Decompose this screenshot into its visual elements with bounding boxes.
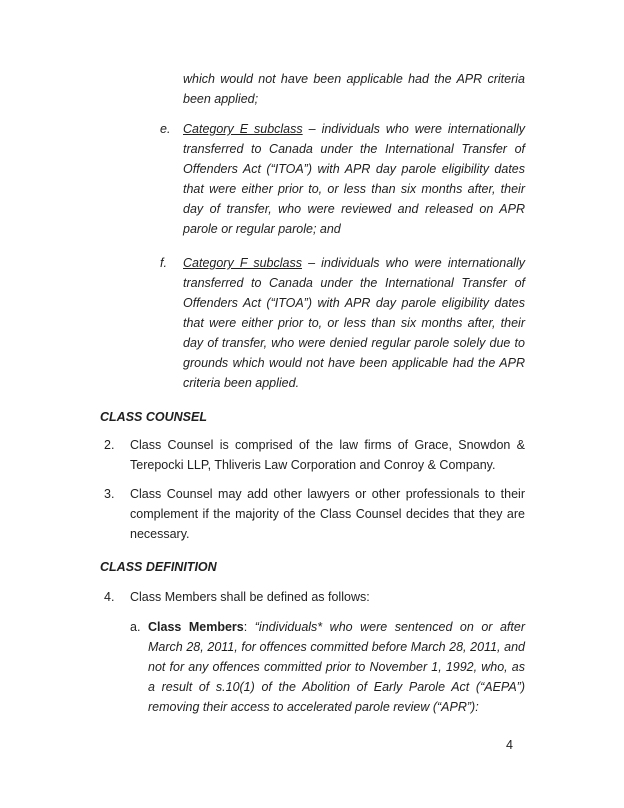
subclass-separator-f: – — [308, 256, 316, 270]
list-marker-a: a. — [130, 620, 141, 634]
list-marker-3: 3. — [104, 487, 115, 501]
section-heading-class-counsel: CLASS COUNSEL — [100, 410, 207, 424]
numbered-text-2: Class Counsel is comprised of the law firms of Grace, Snowdon & Terepocki LLP, Thliveris Law Corporation and Conroy & Company. — [130, 438, 525, 472]
subclass-item-f — [160, 253, 525, 393]
numbered-item-4 — [104, 587, 525, 607]
list-marker-f: f. — [160, 256, 167, 270]
numbered-text-3: Class Counsel may add other lawyers or other professionals to their complement if the majority of the Class Counsel decides that they are necessary. — [130, 487, 525, 541]
definition-body: “individuals* who were sentenced on or after March 28, 2011, for offences committed before March 28, 2011, and not for any offences committed prior to November 1, 1992, who, as a result of s.10(1) of the Abolition of Early Parole Act (“AEPA”) removing their access to accelerated parole review (“APR”): — [148, 620, 525, 714]
subclass-body-e: individuals who were internationally transferred to Canada under the International Transfer of Offenders Act (“ITOA”) with APR day parole eligibility dates that were either prior to, or less than six months after, their day of transfer, who were reviewed and released on APR parole or regular parole; and — [183, 122, 525, 236]
numbered-item-2 — [104, 435, 525, 475]
subclass-item-e — [160, 119, 525, 239]
definition-item-a — [130, 617, 525, 717]
definition-text-a — [130, 617, 525, 717]
paragraph-continuation: which would not have been applicable had the APR criteria been applied; — [183, 72, 525, 106]
definition-label: Class Members — [148, 620, 244, 634]
list-marker-4: 4. — [104, 590, 115, 604]
definition-colon: : — [243, 620, 248, 634]
numbered-text-4: Class Members shall be defined as follows: — [130, 590, 370, 604]
list-marker-2: 2. — [104, 438, 115, 452]
subclass-title-e: Category E subclass — [183, 122, 303, 136]
subclass-text-f — [160, 253, 525, 393]
list-marker-e: e. — [160, 122, 171, 136]
subclass-body-f: individuals who were internationally transferred to Canada under the International Transfer of Offenders Act (“ITOA”) with APR day parole eligibility dates that were either prior to, or less than six months after, their day of transfer, who were denied regular parole solely due to grounds which would not have been applicable had the APR criteria been applied. — [183, 256, 525, 390]
subclass-separator-e: – — [308, 122, 316, 136]
subclass-text-e — [160, 119, 525, 239]
section-heading-class-definition: CLASS DEFINITION — [100, 560, 217, 574]
subclass-title-f: Category F subclass — [183, 256, 302, 270]
page-number: 4 — [506, 738, 513, 752]
numbered-item-3 — [104, 484, 525, 544]
